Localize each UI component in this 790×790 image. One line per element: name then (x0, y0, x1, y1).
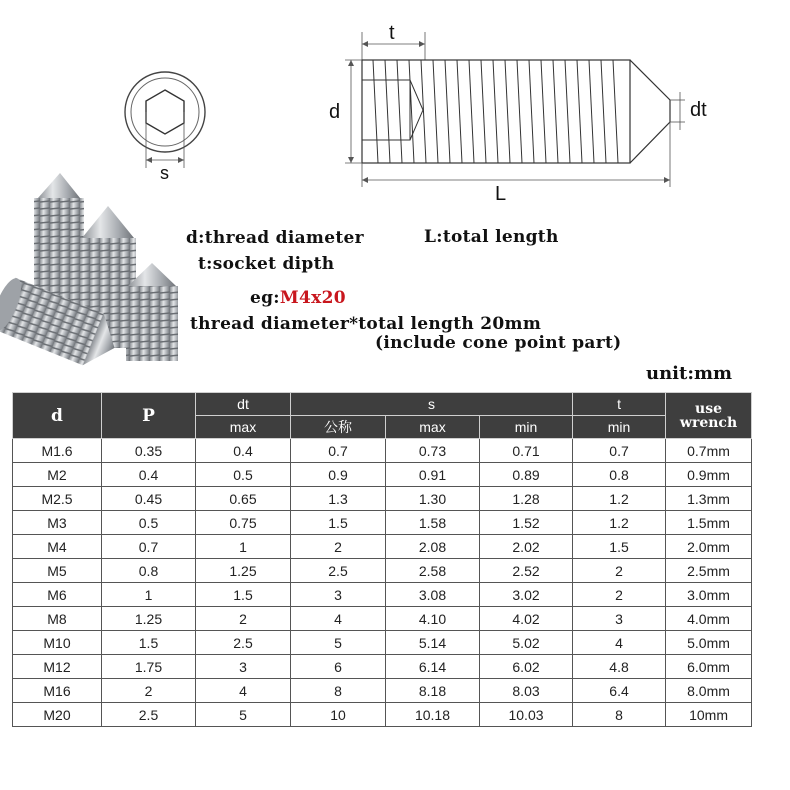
legend-t-key: t: (198, 254, 213, 274)
cell-pitch: 0.8 (102, 559, 196, 583)
header-s-nominal: 公称 (291, 416, 386, 439)
spec-table (12, 392, 752, 727)
cell-s-max: 10.18 (386, 703, 480, 727)
table-row (13, 439, 752, 463)
legend-d-key: d: (186, 228, 205, 248)
cell-dt-max: 0.5 (196, 463, 291, 487)
cell-pitch: 1.25 (102, 607, 196, 631)
cell-s-min: 5.02 (480, 631, 573, 655)
cell-wrench: 3.0mm (666, 583, 752, 607)
cell-s-min: 10.03 (480, 703, 573, 727)
cell-s-min: 2.02 (480, 535, 573, 559)
legend-t-text: socket dipth (212, 254, 335, 274)
cell-dt-max: 0.65 (196, 487, 291, 511)
cell-wrench: 6.0mm (666, 655, 752, 679)
cell-dt-max: 0.4 (196, 439, 291, 463)
screw-side-view-diagram (325, 22, 695, 207)
example-prefix: eg: (250, 288, 280, 308)
header-d: d (13, 393, 102, 439)
cell-dt-max: 2.5 (196, 631, 291, 655)
cell-t-min: 0.8 (573, 463, 666, 487)
cell-t-min: 1.5 (573, 535, 666, 559)
cell-s-nominal: 0.7 (291, 439, 386, 463)
cell-s-max: 6.14 (386, 655, 480, 679)
cell-pitch: 0.45 (102, 487, 196, 511)
cell-s-max: 0.91 (386, 463, 480, 487)
cell-size: M8 (13, 607, 102, 631)
cell-pitch: 0.5 (102, 511, 196, 535)
header-dt: dt (196, 393, 291, 416)
cell-s-max: 1.58 (386, 511, 480, 535)
cell-size: M10 (13, 631, 102, 655)
cell-dt-max: 5 (196, 703, 291, 727)
example-value: M4x20 (279, 288, 346, 308)
cell-wrench: 2.0mm (666, 535, 752, 559)
cell-wrench: 0.9mm (666, 463, 752, 487)
cell-size: M16 (13, 679, 102, 703)
table-row (13, 487, 752, 511)
cell-dt-max: 1 (196, 535, 291, 559)
table-row (13, 607, 752, 631)
table-row (13, 559, 752, 583)
cell-wrench: 0.7mm (666, 439, 752, 463)
unit-label: unit:mm (646, 363, 733, 384)
cell-pitch: 1 (102, 583, 196, 607)
cell-s-min: 6.02 (480, 655, 573, 679)
cell-s-min: 2.52 (480, 559, 573, 583)
cell-t-min: 4 (573, 631, 666, 655)
cell-dt-max: 2 (196, 607, 291, 631)
cell-size: M6 (13, 583, 102, 607)
header-t-min: min (573, 416, 666, 439)
dimension-dt-label: dt (690, 99, 707, 121)
cell-s-min: 0.89 (480, 463, 573, 487)
legend-t (198, 254, 334, 274)
example-line (250, 288, 346, 308)
cell-s-nominal: 2.5 (291, 559, 386, 583)
header-t: t (573, 393, 666, 416)
header-wrench: use wrench (666, 393, 752, 439)
cell-s-max: 3.08 (386, 583, 480, 607)
cell-wrench: 4.0mm (666, 607, 752, 631)
cell-pitch: 2.5 (102, 703, 196, 727)
header-dt-max: max (196, 416, 291, 439)
cell-dt-max: 1.25 (196, 559, 291, 583)
legend-d-text: thread diameter (204, 228, 364, 248)
legend-L-text: total length (442, 227, 559, 247)
cell-pitch: 1.5 (102, 631, 196, 655)
table-row (13, 511, 752, 535)
legend-L (424, 227, 559, 247)
cell-size: M4 (13, 535, 102, 559)
header-s-max: max (386, 416, 480, 439)
cell-pitch: 0.35 (102, 439, 196, 463)
table-row (13, 583, 752, 607)
cell-pitch: 0.4 (102, 463, 196, 487)
cell-s-min: 4.02 (480, 607, 573, 631)
table-row (13, 463, 752, 487)
cell-s-max: 0.73 (386, 439, 480, 463)
dimension-s-label: s (160, 163, 169, 183)
cell-t-min: 0.7 (573, 439, 666, 463)
header-s: s (291, 393, 573, 416)
cell-size: M2 (13, 463, 102, 487)
cell-s-nominal: 6 (291, 655, 386, 679)
cell-s-max: 2.58 (386, 559, 480, 583)
cell-wrench: 2.5mm (666, 559, 752, 583)
cell-t-min: 1.2 (573, 487, 666, 511)
cell-s-nominal: 1.5 (291, 511, 386, 535)
cell-s-nominal: 5 (291, 631, 386, 655)
cell-pitch: 2 (102, 679, 196, 703)
cell-wrench: 5.0mm (666, 631, 752, 655)
cell-s-min: 1.28 (480, 487, 573, 511)
cell-size: M5 (13, 559, 102, 583)
cell-s-min: 1.52 (480, 511, 573, 535)
legend-d (186, 228, 364, 248)
legend-L-key: L: (424, 227, 443, 247)
cell-s-min: 3.02 (480, 583, 573, 607)
cell-t-min: 3 (573, 607, 666, 631)
cell-s-nominal: 0.9 (291, 463, 386, 487)
cell-size: M2.5 (13, 487, 102, 511)
cell-dt-max: 1.5 (196, 583, 291, 607)
cell-t-min: 6.4 (573, 679, 666, 703)
table-row (13, 679, 752, 703)
table-row (13, 703, 752, 727)
cell-dt-max: 0.75 (196, 511, 291, 535)
example-description: thread diameter*total length 20mm (190, 314, 542, 334)
header-p: P (102, 393, 196, 439)
set-screws-photo (0, 168, 190, 380)
cell-size: M20 (13, 703, 102, 727)
cell-t-min: 4.8 (573, 655, 666, 679)
cell-size: M1.6 (13, 439, 102, 463)
cell-s-nominal: 8 (291, 679, 386, 703)
dimension-L-label: L (495, 183, 507, 205)
cell-pitch: 1.75 (102, 655, 196, 679)
cell-size: M12 (13, 655, 102, 679)
cell-wrench: 10mm (666, 703, 752, 727)
table-row (13, 655, 752, 679)
cell-s-nominal: 2 (291, 535, 386, 559)
cell-s-max: 4.10 (386, 607, 480, 631)
cell-dt-max: 4 (196, 679, 291, 703)
cell-wrench: 8.0mm (666, 679, 752, 703)
cell-s-max: 1.30 (386, 487, 480, 511)
cell-s-max: 8.18 (386, 679, 480, 703)
cell-s-nominal: 1.3 (291, 487, 386, 511)
cell-wrench: 1.3mm (666, 487, 752, 511)
cell-s-nominal: 3 (291, 583, 386, 607)
cell-t-min: 1.2 (573, 511, 666, 535)
cell-s-max: 2.08 (386, 535, 480, 559)
dimension-d-label: d (329, 101, 341, 123)
cell-dt-max: 3 (196, 655, 291, 679)
dimension-t-label: t (389, 22, 395, 44)
cell-t-min: 2 (573, 583, 666, 607)
cell-s-nominal: 4 (291, 607, 386, 631)
cell-t-min: 2 (573, 559, 666, 583)
header-s-min: min (480, 416, 573, 439)
cell-size: M3 (13, 511, 102, 535)
cell-t-min: 8 (573, 703, 666, 727)
example-note: (include cone point part) (375, 333, 622, 353)
cell-s-min: 8.03 (480, 679, 573, 703)
table-row (13, 631, 752, 655)
cell-pitch: 0.7 (102, 535, 196, 559)
cell-s-min: 0.71 (480, 439, 573, 463)
cell-s-nominal: 10 (291, 703, 386, 727)
table-row (13, 535, 752, 559)
cell-wrench: 1.5mm (666, 511, 752, 535)
cell-s-max: 5.14 (386, 631, 480, 655)
